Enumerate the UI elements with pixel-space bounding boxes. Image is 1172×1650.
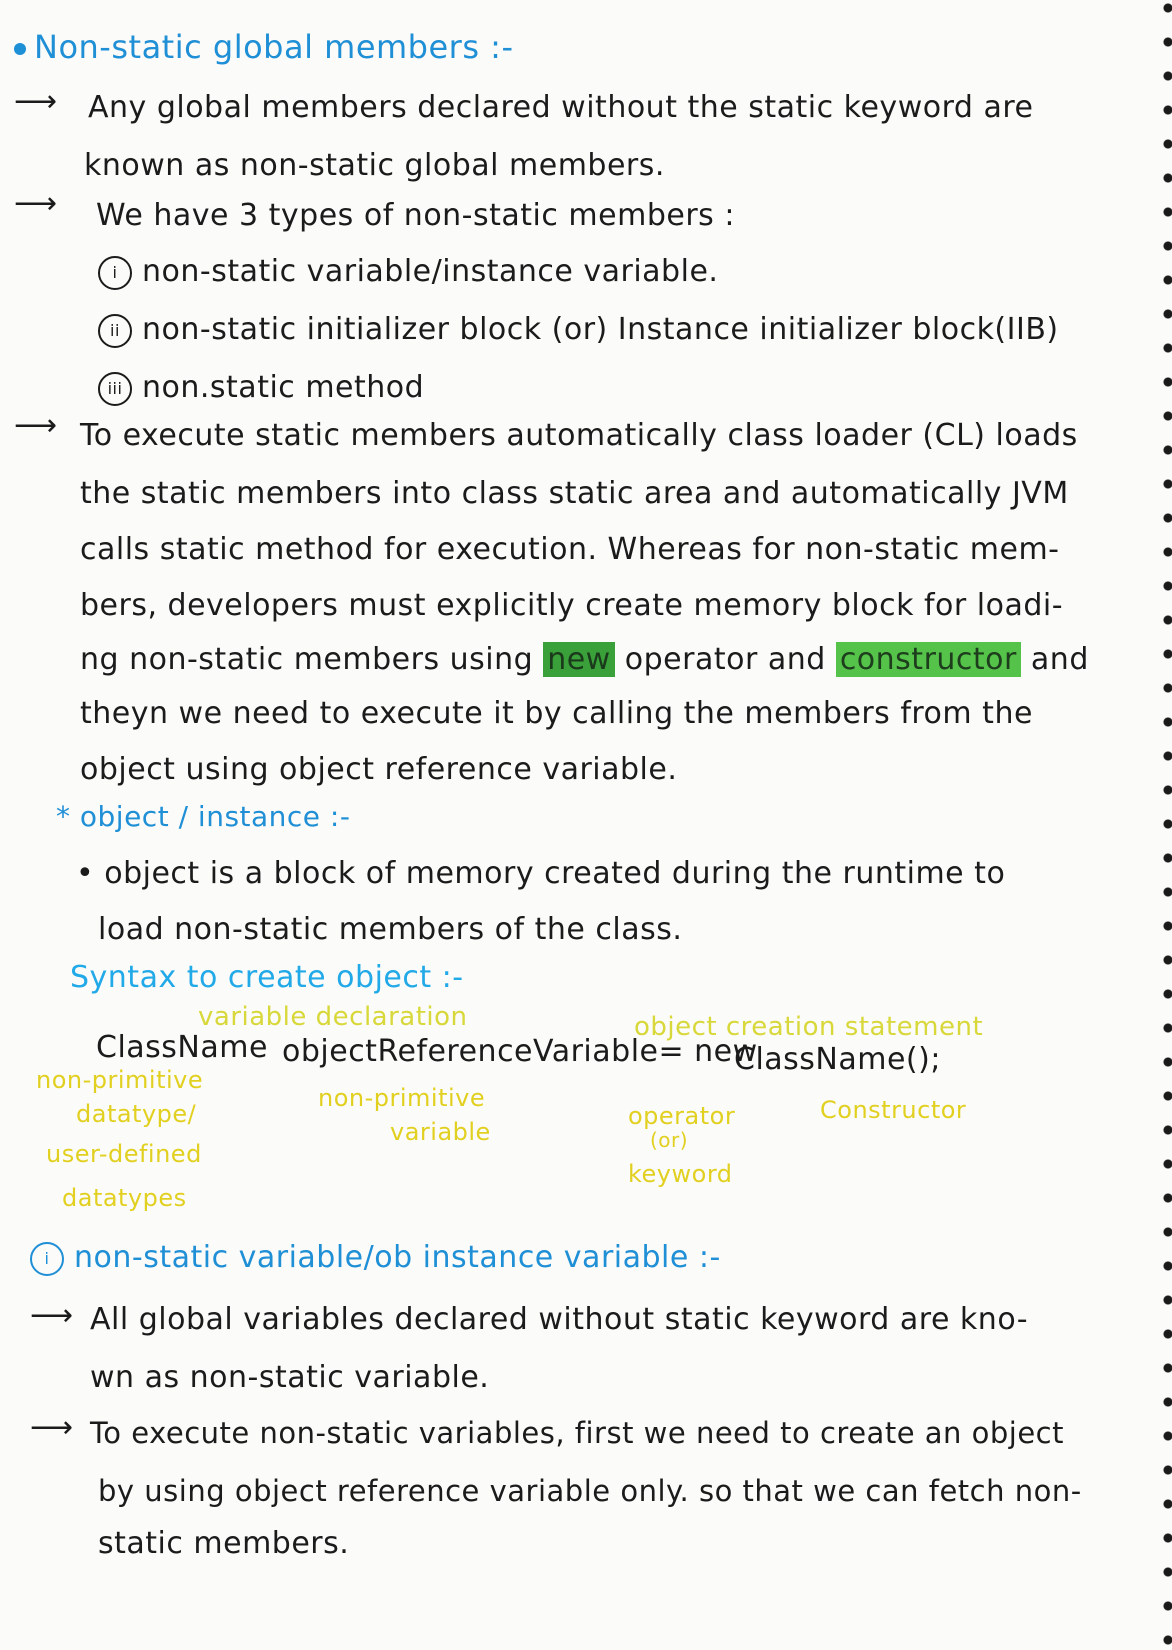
highlight-new: new (543, 642, 615, 677)
paragraph-line: bers, developers must explicitly create memory block for loadi- (80, 588, 1064, 623)
arrow-icon: ⟶ (30, 1410, 74, 1445)
section-i-heading: i non-static variable/ob instance variable :- (30, 1240, 721, 1276)
arrow-icon: ⟶ (14, 84, 58, 119)
annotation-line: user-defined (46, 1140, 202, 1168)
spiral-binding-dots (1158, 0, 1172, 1650)
paragraph-line: calls static method for execution. Whereas for non-static mem- (80, 532, 1060, 567)
arrow-icon: ⟶ (14, 408, 58, 443)
list-item: iii non.static method (98, 370, 424, 406)
arrow-icon: ⟶ (14, 186, 58, 221)
paragraph-line: We have 3 types of non-static members : (96, 198, 735, 233)
list-item: i non-static variable/instance variable. (98, 254, 718, 290)
annotation-line: datatype/ (76, 1100, 197, 1128)
paragraph-line: ng non-static members using new operator and constructor and (80, 642, 1089, 677)
annotation-line: variable (390, 1118, 491, 1146)
annotation-line: non-primitive (36, 1066, 204, 1094)
annotation-line: Constructor (820, 1096, 967, 1124)
paragraph-line: static members. (98, 1526, 350, 1561)
code-classname: ClassName (96, 1030, 268, 1065)
paragraph-line: theyn we need to execute it by calling the members from the (80, 696, 1033, 731)
highlight-constructor: constructor (836, 642, 1021, 677)
numeral-badge: i (30, 1242, 64, 1276)
paragraph-line: known as non-static global members. (84, 148, 665, 183)
annotation-line: operator (628, 1102, 736, 1130)
paragraph-line: the static members into class static area and automatically JVM (80, 476, 1069, 511)
paragraph-line: Any global members declared without the static keyword are (88, 90, 1034, 125)
syntax-heading: Syntax to create object :- (70, 960, 464, 995)
arrow-icon: ⟶ (30, 1298, 74, 1333)
paragraph-line: To execute non-static variables, first we need to create an object (90, 1416, 1064, 1450)
annotation-line: datatypes (62, 1184, 187, 1212)
annotation-line: non-primitive (318, 1084, 486, 1112)
paragraph-line: wn as non-static variable. (90, 1360, 490, 1395)
numeral-badge: ii (98, 314, 132, 348)
annotation-line: (or) (650, 1128, 689, 1152)
paragraph-line: object using object reference variable. (80, 752, 678, 787)
numeral-badge: iii (98, 372, 132, 406)
annotation-object-creation: object creation statement (634, 1012, 984, 1042)
numeral-badge: i (98, 256, 132, 290)
paragraph-line: To execute static members automatically class loader (CL) loads (80, 418, 1078, 453)
subsection-heading: * object / instance :- (56, 800, 351, 833)
code-constructor-call: ClassName(); (734, 1042, 941, 1077)
bullet-icon (14, 43, 26, 55)
paragraph-line: load non-static members of the class. (98, 912, 683, 947)
code-reference-variable: objectReferenceVariable= new (282, 1034, 758, 1069)
annotation-variable-declaration: variable declaration (198, 1002, 468, 1032)
section-heading: Non-static global members :- (14, 28, 514, 66)
paragraph-line: by using object reference variable only. so that we can fetch non- (98, 1474, 1082, 1508)
list-item: ii non-static initializer block (or) Instance initializer block(IIB) (98, 312, 1059, 348)
paragraph-line: All global variables declared without static keyword are kno- (90, 1302, 1029, 1337)
paragraph-line: • object is a block of memory created during the runtime to (76, 856, 1006, 891)
annotation-line: keyword (628, 1160, 733, 1188)
